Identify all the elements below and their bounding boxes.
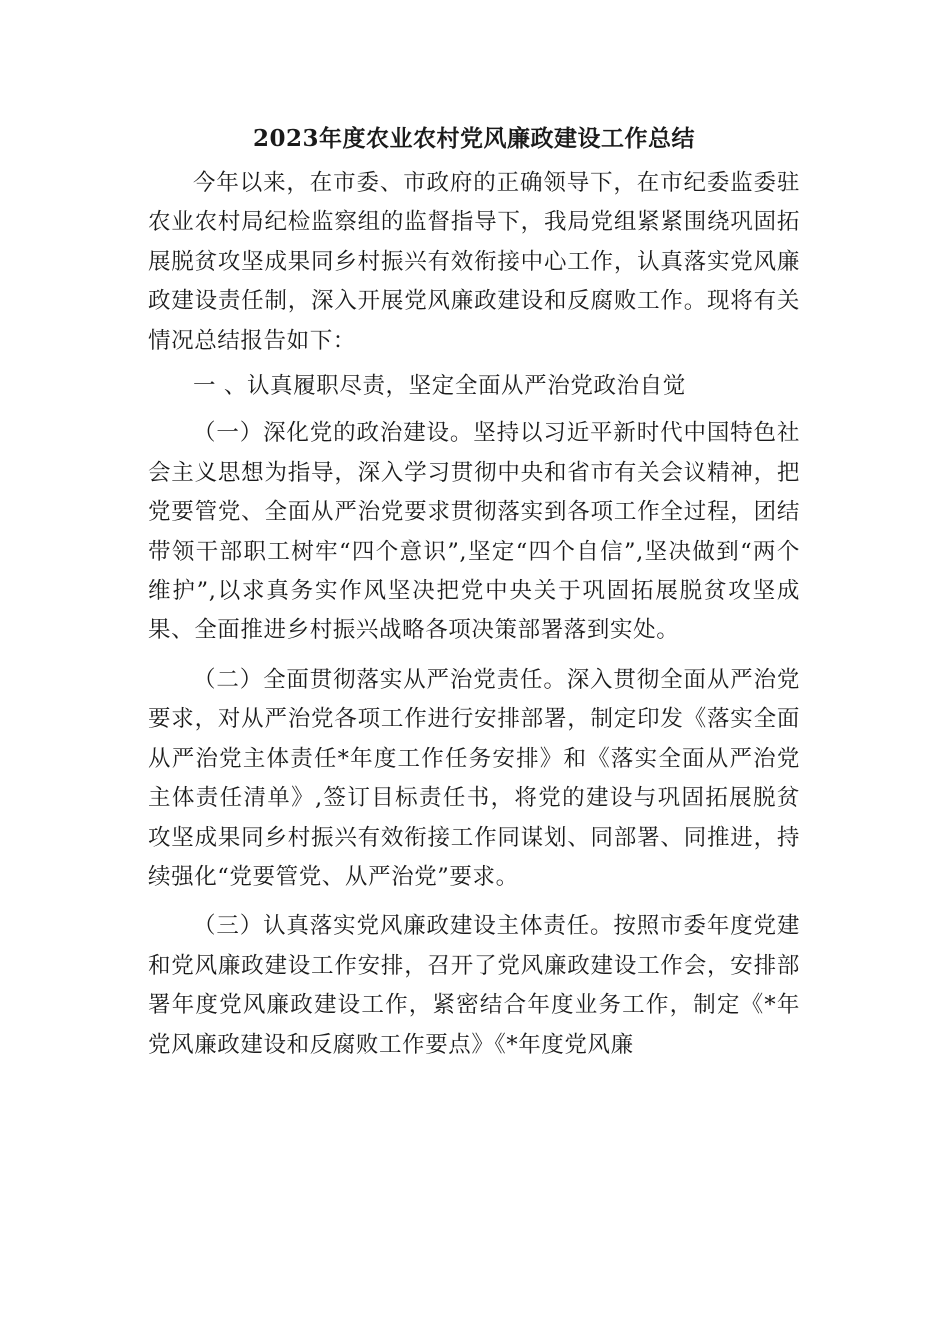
item-paragraph-3: （三）认真落实党风廉政建设主体责任。按照市委年度党建和党风廉政建设工作安排，召开了党风廉政建设工作会，安排部署年度党风廉政建设工作，紧密结合年度业务工作，制定《*年党风廉政建设和反腐败工作要点》《*年度党风廉	[148, 913, 800, 1058]
document-page	[148, 120, 800, 1065]
intro-paragraph: 今年以来，在市委、市政府的正确领导下，在市纪委监委驻农业农村局纪检监察组的监督指导下，我局党组紧紧围绕巩固拓展脱贫攻坚成果同乡村振兴有效衔接中心工作，认真落实党风廉政建设责任制，深入开展党风廉政建设和反腐败工作。现将有关情况总结报告如下：	[148, 170, 800, 354]
item-paragraph-1: （一）深化党的政治建设。坚持以习近平新时代中国特色社会主义思想为指导，深入学习贯彻中央和省市有关会议精神，把党要管党、全面从严治党要求贯彻落实到各项工作全过程，团结带领干部职工树牢“四个意识”,坚定“四个自信”,坚决做到“两个维护”,以求真务实作风坚决把党中央关于巩固拓展脱贫攻坚成果、全面推进乡村振兴战略各项决策部署落到实处。	[148, 420, 800, 644]
document-title: 2023年度农业农村党风廉政建设工作总结	[252, 125, 695, 152]
section-heading-1: 一 、认真履职尽责，坚定全面从严治党政治自觉	[193, 373, 686, 400]
item-paragraph-2: （二）全面贯彻落实从严治党责任。深入贯彻全面从严治党要求，对从严治党各项工作进行安排部署，制定印发《落实全面从严治党主体责任*年度工作任务安排》和《落实全面从严治党主体责任清单》,签订目标责任书，将党的建设与巩固拓展脱贫攻坚成果同乡村振兴有效衔接工作同谋划、同部署、同推进，持续强化“党要管党、从严治党”要求。	[148, 666, 800, 890]
